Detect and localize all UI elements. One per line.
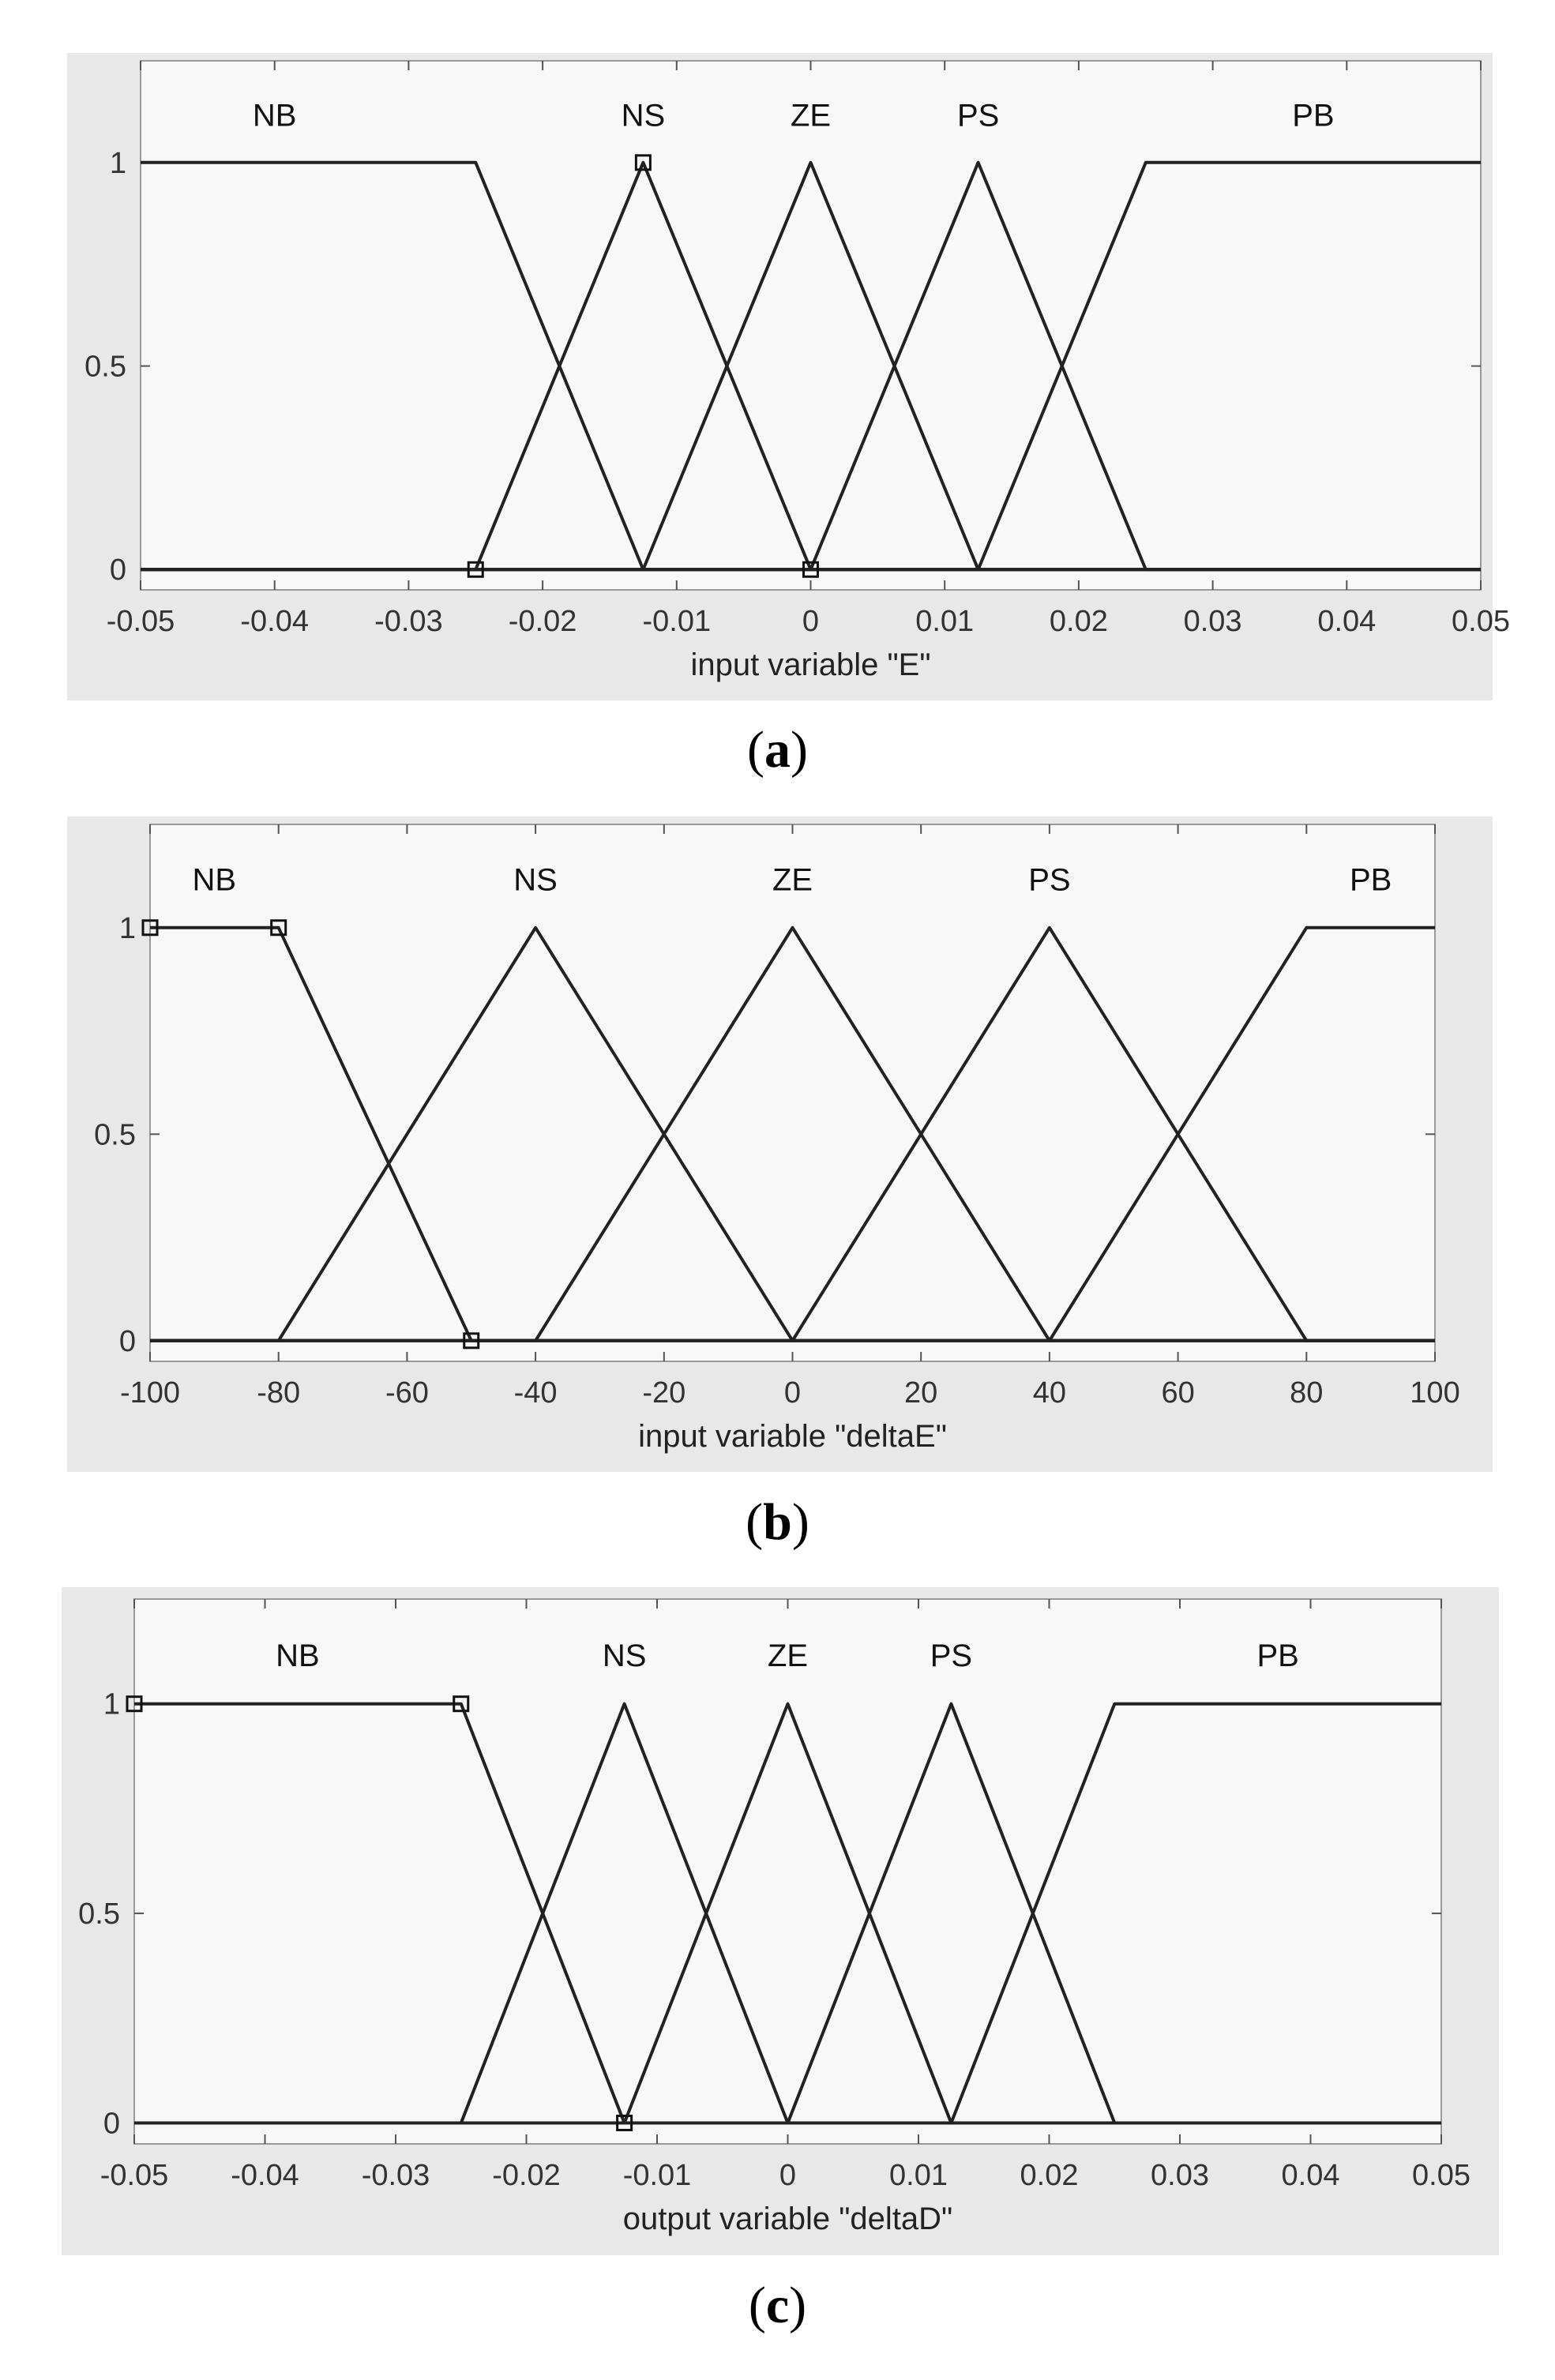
chart-b-ytick-label: 0 <box>118 1324 136 1358</box>
chart-panel-b <box>67 816 1493 1472</box>
chart-c-xtick-label: 0.02 <box>1020 2159 1079 2192</box>
caption-a: (a) <box>747 721 808 779</box>
chart-a-svg <box>67 53 1510 700</box>
chart-c-xtick-label: 0.05 <box>1412 2159 1470 2192</box>
chart-b-xlabel: input variable "deltaE" <box>638 1419 947 1454</box>
chart-c-xlabel: output variable "deltaD" <box>622 2202 953 2236</box>
chart-a-xtick-label: 0.01 <box>915 605 975 638</box>
chart-b-ytick-label: 1 <box>118 911 136 945</box>
chart-c-ytick-label: 1 <box>103 1687 120 1721</box>
chart-a-label-ps: PS <box>956 98 1000 133</box>
chart-b-svg <box>67 816 1493 1472</box>
chart-a-plot-area <box>141 61 1481 590</box>
chart-a-xtick-label: -0.03 <box>374 605 443 638</box>
chart-a-ytick-label: 1 <box>109 146 126 180</box>
chart-b-xtick-label: -60 <box>385 1376 429 1410</box>
chart-b-xtick-label: -80 <box>257 1376 301 1410</box>
chart-b-label-pb: PB <box>1349 862 1392 898</box>
chart-a-xtick-label: -0.01 <box>642 605 712 638</box>
chart-b-xtick-label: 80 <box>1290 1376 1324 1410</box>
chart-a-label-nb: NB <box>252 98 297 133</box>
chart-a-xlabel: input variable "E" <box>690 648 931 682</box>
chart-a-label-pb: PB <box>1292 98 1335 133</box>
chart-a-xtick-label: 0.04 <box>1317 605 1377 638</box>
chart-a-xtick-label: 0.02 <box>1049 605 1108 638</box>
chart-a-xtick-label: 0.05 <box>1452 605 1510 638</box>
chart-b-plot-area <box>150 824 1435 1361</box>
chart-c-xtick-label: 0.01 <box>889 2159 948 2192</box>
chart-c-plot-area <box>134 1599 1441 2144</box>
chart-b-xtick-label: -40 <box>513 1376 558 1410</box>
chart-b-ytick-label: 0.5 <box>94 1118 136 1152</box>
chart-c-svg <box>62 1587 1499 2255</box>
caption-c: (c) <box>748 2277 807 2334</box>
chart-b-xtick-label: 60 <box>1161 1376 1195 1410</box>
chart-a-xtick-label: 0.03 <box>1183 605 1242 638</box>
chart-c-ytick-label: 0 <box>103 2107 120 2141</box>
chart-a-xtick-label: -0.04 <box>240 605 310 638</box>
chart-c-label-ns: NS <box>602 1638 647 1673</box>
chart-c-label-pb: PB <box>1256 1638 1299 1673</box>
chart-c-xtick-label: -0.04 <box>231 2159 299 2192</box>
chart-panel-a <box>67 53 1510 700</box>
chart-b-xtick-label: -20 <box>642 1376 686 1410</box>
chart-c-xtick-label: -0.01 <box>622 2159 692 2192</box>
chart-c-xtick-label: 0.03 <box>1151 2159 1209 2192</box>
chart-c-label-ps: PS <box>930 1638 973 1673</box>
chart-c-ytick-label: 0.5 <box>78 1898 120 1931</box>
chart-a-ytick-label: 0.5 <box>85 350 126 384</box>
chart-a-label-ze: ZE <box>790 98 832 133</box>
caption-a-letter: a <box>764 721 791 779</box>
caption-b-letter: b <box>763 1493 792 1551</box>
chart-a-xtick-label: -0.02 <box>508 605 577 638</box>
chart-b-xtick-label: 40 <box>1032 1376 1067 1410</box>
chart-b-xtick-label: 100 <box>1410 1376 1460 1410</box>
chart-b-label-ze: ZE <box>772 862 813 898</box>
caption-b: (b) <box>746 1493 809 1551</box>
chart-b-label-ns: NS <box>513 862 558 898</box>
chart-a-label-ns: NS <box>621 98 666 133</box>
chart-a-xtick-label: 0 <box>802 605 820 638</box>
chart-c-xtick-label: 0 <box>779 2159 797 2192</box>
chart-panel-c <box>62 1587 1499 2255</box>
chart-b-xtick-label: 0 <box>783 1376 802 1410</box>
chart-b-label-nb: NB <box>192 862 237 898</box>
chart-b-label-ps: PS <box>1028 862 1071 898</box>
chart-c-label-nb: NB <box>276 1638 320 1673</box>
chart-c-xtick-label: -0.03 <box>361 2159 430 2192</box>
chart-c-xtick-label: -0.02 <box>492 2159 561 2192</box>
chart-c-label-ze: ZE <box>767 1638 809 1673</box>
chart-b-xtick-label: -100 <box>119 1376 181 1410</box>
chart-c-xtick-label: 0.04 <box>1281 2159 1340 2192</box>
chart-b-xtick-label: 20 <box>904 1376 938 1410</box>
chart-a-ytick-label: 0 <box>109 554 126 587</box>
chart-a-xtick-label: -0.05 <box>106 605 175 638</box>
caption-c-letter: c <box>765 2277 790 2334</box>
chart-c-xtick-label: -0.05 <box>100 2159 169 2192</box>
